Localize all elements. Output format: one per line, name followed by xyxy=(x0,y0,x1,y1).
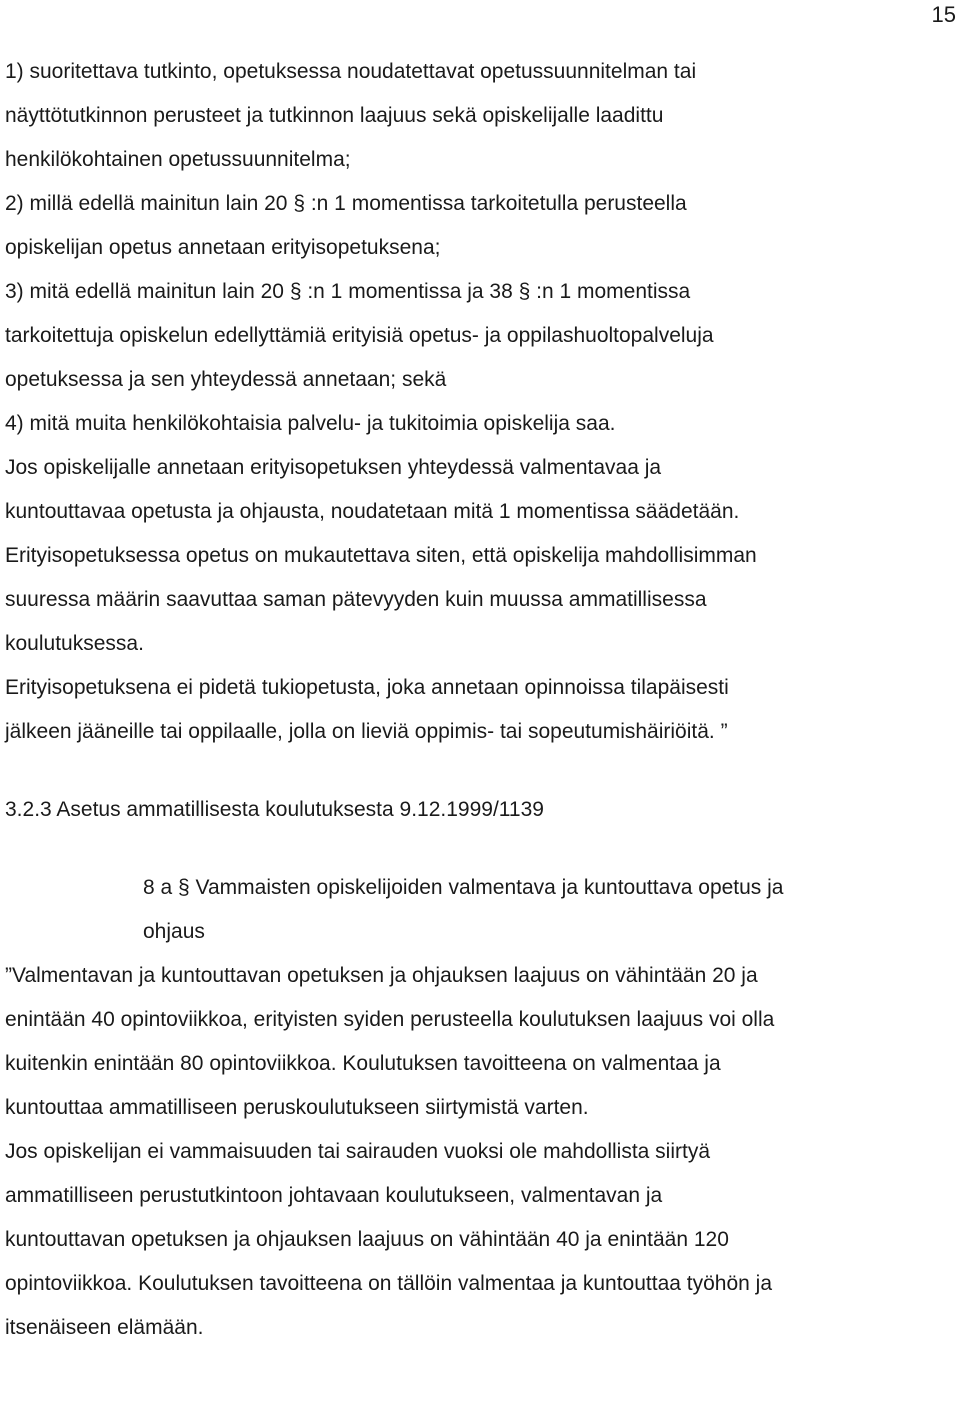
text-line: kuitenkin enintään 80 opintoviikkoa. Koulutuksen tavoitteena on valmentaa ja xyxy=(5,1052,721,1075)
text-line: Jos opiskelijan ei vammaisuuden tai sairauden vuoksi ole mahdollista siirtyä xyxy=(5,1140,711,1163)
section-heading: 3.2.3 Asetus ammatillisesta koulutuksesta 9.12.1999/1139 xyxy=(5,798,544,821)
text-line: jälkeen jääneille tai oppilaalle, jolla on lieviä oppimis- tai sopeutumishäiriöitä. ” xyxy=(5,720,728,743)
text-line: 2) millä edellä mainitun lain 20 § :n 1 momentissa tarkoitetulla perusteella xyxy=(5,192,687,215)
text-line: ”Valmentavan ja kuntouttavan opetuksen ja ohjauksen laajuus on vähintään 20 ja xyxy=(5,964,758,987)
text-line: itsenäiseen elämään. xyxy=(5,1316,204,1339)
text-line: Jos opiskelijalle annetaan erityisopetuksen yhteydessä valmentavaa ja xyxy=(5,456,662,479)
text-line: kuntouttavaa opetusta ja ohjausta, noudatetaan mitä 1 momentissa säädetään. xyxy=(5,500,740,523)
section-gap xyxy=(5,832,953,866)
text-line: ammatilliseen perustutkintoon johtavaan koulutukseen, valmentavan ja xyxy=(5,1184,663,1207)
page-number: 15 xyxy=(931,2,956,27)
text-line: opintoviikkoa. Koulutuksen tavoitteena on tällöin valmentaa ja kuntouttaa työhön ja xyxy=(5,1272,773,1295)
text-line: 3) mitä edellä mainitun lain 20 § :n 1 momentissa ja 38 § :n 1 momentissa xyxy=(5,280,691,303)
text-line: kuntouttavan opetuksen ja ohjauksen laajuus on vähintään 40 ja enintään 120 xyxy=(5,1228,729,1251)
section-gap xyxy=(5,754,953,788)
text-line: 1) suoritettava tutkinto, opetuksessa noudatettavat opetussuunnitelman tai xyxy=(5,60,697,83)
text-line: Erityisopetuksessa opetus on mukautettava siten, että opiskelija mahdollisimman xyxy=(5,544,757,567)
text-line: enintään 40 opintoviikkoa, erityisten syiden perusteella koulutuksen laajuus voi olla xyxy=(5,1008,775,1031)
text-line: 4) mitä muita henkilökohtaisia palvelu- ja tukitoimia opiskelija saa. xyxy=(5,412,616,435)
text-line: opiskelijan opetus annetaan erityisopetuksena; xyxy=(5,236,441,259)
subsection-heading: 8 a § Vammaisten opiskelijoiden valmentava ja kuntouttava opetus ja xyxy=(143,876,784,899)
text-line: suuressa määrin saavuttaa saman pätevyyden kuin muussa ammatillisessa xyxy=(5,588,707,611)
text-line: Erityisopetuksena ei pidetä tukiopetusta, joka annetaan opinnoissa tilapäisesti xyxy=(5,676,729,699)
text-line: opetuksessa ja sen yhteydessä annetaan; sekä xyxy=(5,368,447,391)
text-line: kuntouttaa ammatilliseen peruskoulutukseen siirtymistä varten. xyxy=(5,1096,589,1119)
text-line: näyttötutkinnon perusteet ja tutkinnon laajuus sekä opiskelijalle laadittu xyxy=(5,104,664,127)
text-line: tarkoitettuja opiskelun edellyttämiä erityisiä opetus- ja oppilashuoltopalveluja xyxy=(5,324,714,347)
subsection-heading: ohjaus xyxy=(143,920,205,943)
document-body xyxy=(5,50,953,1350)
text-line: henkilökohtainen opetussuunnitelma; xyxy=(5,148,351,171)
text-line: koulutuksessa. xyxy=(5,632,144,655)
